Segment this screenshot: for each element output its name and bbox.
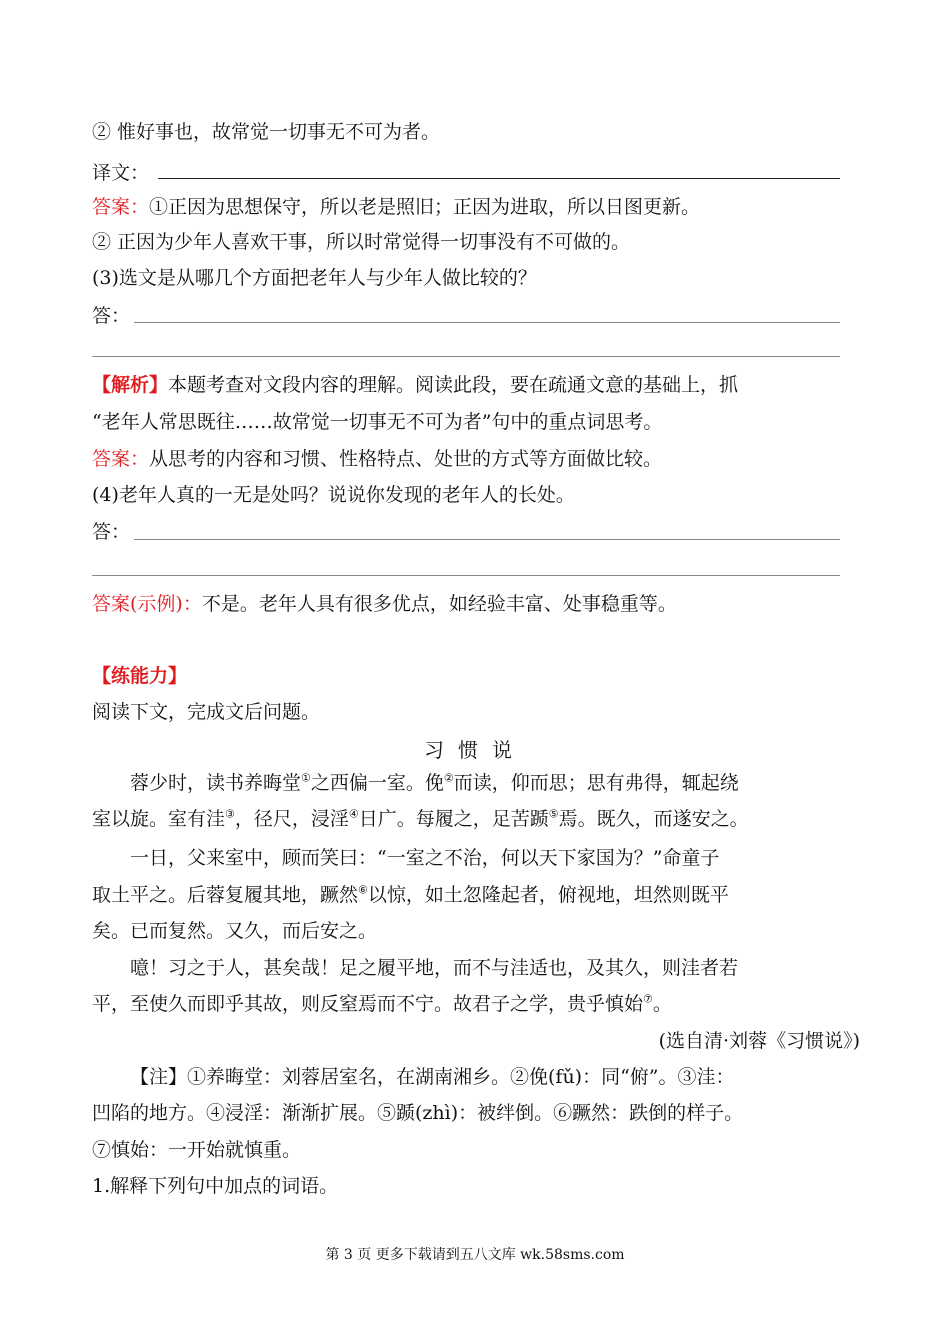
answer-3-result-text: 从思考的内容和习惯、性格特点、处世的方式等方面做比较。 <box>149 448 663 470</box>
question-3: (3)选文是从哪几个方面把老年人与少年人做比较的？ <box>92 267 537 289</box>
instruction: 阅读下文，完成文后问题。 <box>92 701 321 723</box>
passage-line-5: 矣。已而复然。又久，而后安之。 <box>92 920 378 942</box>
passage-text: 取土平之。后蓉复履其地，蹶然 <box>92 884 359 906</box>
translation-label: 译文： <box>92 162 150 184</box>
page-footer: 第 3 页 更多下载请到五八文库 wk.58sms.com <box>325 1247 625 1263</box>
passage-text: 而读，仰而思；思有弗得，辄起绕 <box>453 772 739 794</box>
answer-3-line <box>92 303 862 329</box>
answer-4-example-text: 不是。老年人具有很多优点，如经验丰富、处事稳重等。 <box>201 593 677 615</box>
analysis-line-1 <box>92 372 862 398</box>
footnote-ref: ② <box>443 771 454 785</box>
passage-text: 平，至使久而即乎其故，则反窒焉而不宁。故君子之学，贵乎慎始 <box>92 993 644 1015</box>
footnote-ref: ⑤ <box>548 807 559 821</box>
note-line-3: ⑦慎始：一开始就慎重。 <box>92 1139 302 1161</box>
passage-text: 蓉少时，读书养晦堂 <box>130 772 302 794</box>
answer-3-underline-2 <box>92 356 840 357</box>
answer-3-result-label: 答案： <box>92 448 150 470</box>
footnote-ref: ⑦ <box>643 992 653 1006</box>
answer-4-underline-1 <box>134 539 840 540</box>
sentence-2: ② 惟好事也，故常觉一切事无不可为者。 <box>92 121 441 143</box>
passage-line-1 <box>92 770 862 796</box>
passage-line-4 <box>92 882 862 908</box>
answer-4-line <box>92 519 862 545</box>
answer-3-underline-1 <box>134 322 840 323</box>
answer-4-example-label: 答案(示例)： <box>92 593 202 615</box>
passage-line-7 <box>92 991 862 1017</box>
answer-1-part-2: ② 正因为少年人喜欢干事，所以时常觉得一切事没有不可做的。 <box>92 231 631 253</box>
passage-line-6: 噫！习之于人，甚矣哉！足之履平地，而不与洼适也，及其久，则洼者若 <box>130 957 739 979</box>
passage-text: 。 <box>652 993 672 1015</box>
answer-3-result <box>92 446 862 472</box>
question-4: (4)老年人真的一无是处吗？说说你发现的老年人的长处。 <box>92 484 575 506</box>
answer-1-line <box>92 194 862 220</box>
answer-1-label: 答案： <box>92 196 150 218</box>
passage-text: 室以旋。室有洼 <box>92 808 226 830</box>
passage-text: 焉。既久，而遂安之。 <box>558 808 749 830</box>
footnote-ref: ① <box>301 771 311 785</box>
passage-text: 之西偏一室。俛 <box>310 772 444 794</box>
passage-title: 习惯说 <box>424 738 526 762</box>
answer-4-label: 答： <box>92 521 131 543</box>
footnote-ref: ④ <box>348 807 359 821</box>
note-line-1: 【注】①养晦堂：刘蓉居室名，在湖南湘乡。②俛(fǔ)：同“俯”。③洼： <box>130 1066 735 1088</box>
passage-line-2 <box>92 806 862 832</box>
translation-line <box>92 160 862 186</box>
answer-4-example <box>92 591 862 617</box>
answer-1-text: ①正因为思想保守，所以老是照旧；正因为进取，所以日图更新。 <box>149 196 701 218</box>
section-heading: 【练能力】 <box>92 665 188 687</box>
footnote-ref: ⑥ <box>358 883 368 897</box>
footnote-ref: ③ <box>225 807 235 821</box>
question-1: 1.解释下列句中加点的词语。 <box>92 1175 339 1197</box>
passage-line-3: 一日，父来室中，顾而笑曰：“一室之不治，何以天下家国为？”命童子 <box>130 847 720 869</box>
passage-text: 以惊，如土忽隆起者，俯视地，坦然则既平 <box>367 884 729 906</box>
note-line-2: 凹陷的地方。④浸淫：渐渐扩展。⑤踬(zhì)：被绊倒。⑥蹶然：跌倒的样子。 <box>92 1102 744 1124</box>
analysis-line-2: “老年人常思既往……故常觉一切事无不可为者”句中的重点词思考。 <box>92 411 663 433</box>
translation-underline <box>158 178 840 179</box>
answer-3-label: 答： <box>92 305 131 327</box>
passage-source: (选自清·刘蓉《习惯说》) <box>658 1030 860 1052</box>
passage-text: ，径尺，浸淫 <box>234 808 349 830</box>
answer-4-underline-2 <box>92 575 840 576</box>
passage-text: 日广。每履之，足苦踬 <box>358 808 549 830</box>
analysis-text: 本题考查对文段内容的理解。阅读此段，要在疏通文意的基础上，抓 <box>168 374 739 396</box>
analysis-label: 【解析】 <box>92 374 169 396</box>
